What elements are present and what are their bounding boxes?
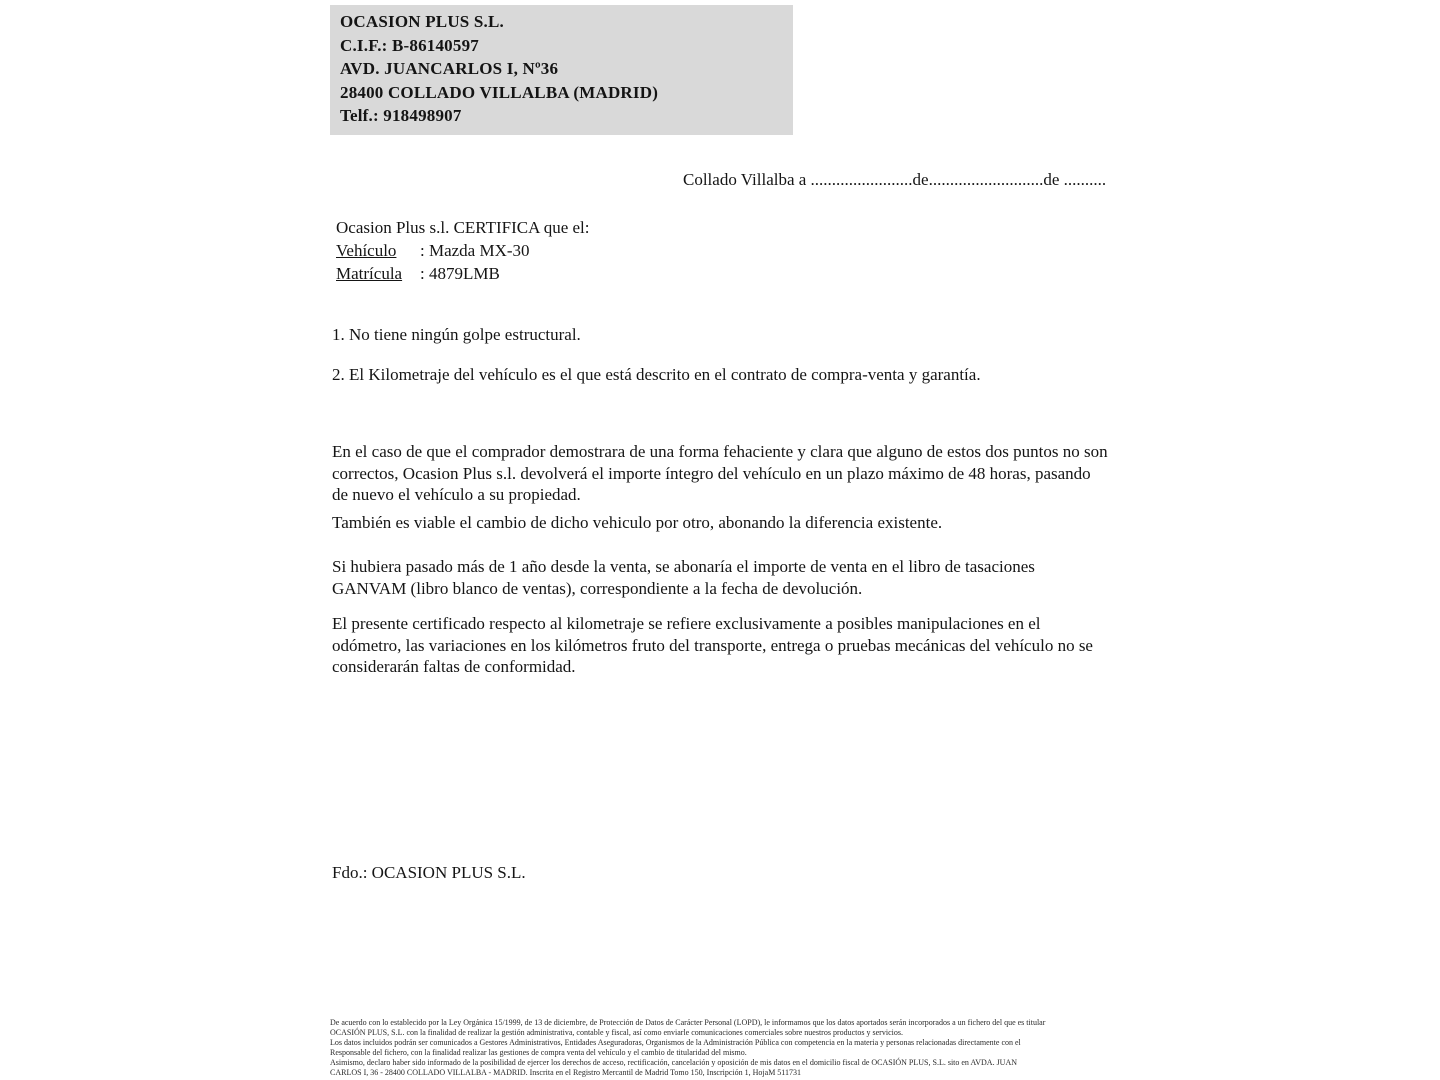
point-1: 1. No tiene ningún golpe estructural. [332, 325, 581, 344]
point-2: 2. El Kilometraje del vehículo es el que está descrito en el contrato de compra-venta y garantía. [332, 365, 981, 384]
company-header-block [330, 5, 793, 135]
company-address: AVD. JUANCARLOS I, Nº36 [340, 59, 559, 78]
legal-line: CARLOS I, 36 - 28400 COLLADO VILLALBA - MADRID. Inscrita en el Registro Mercantil de Madrid Tomo 150, Inscripción 1, HojaM 511731 [330, 1068, 802, 1077]
date-line: Collado Villalba a ........................de...........................de .......... [683, 170, 1107, 189]
legal-fine-print [330, 1018, 1120, 1078]
certification-block [336, 216, 590, 285]
paragraph-exchange: También es viable el cambio de dicho vehiculo por otro, abonando la diferencia existente. [332, 513, 943, 532]
legal-line: Asimismo, declaro haber sido informado de la posibilidad de ejercer los derechos de acceso, rectificación, cancelación y oposición de mis datos en el domicilio fiscal de OCASIÓN PLUS, S.L. sito en AVDA. JUAN [330, 1058, 1018, 1067]
legal-line: Los datos incluidos podrán ser comunicados a Gestores Administrativos, Entidades Aseguradoras, Organismos de la Administración Pública con competencia en la materia y personas relacionadas directamente con el [330, 1038, 1021, 1047]
vehicle-value: : Mazda MX-30 [420, 241, 530, 260]
company-phone: Telf.: 918498907 [340, 106, 462, 125]
company-city: 28400 COLLADO VILLALBA (MADRID) [340, 82, 659, 102]
company-cif: C.I.F.: B-86140597 [340, 35, 479, 55]
legal-line: Responsable del fichero, con la finalidad realizar las gestiones de compra venta del vehículo y el cambio de titularidad del mismo. [330, 1048, 747, 1057]
legal-line: De acuerdo con lo establecido por la Ley Orgánica 15/1999, de 13 de diciembre, de Protección de Datos de Carácter Personal (LOPD), le informamos que los datos aportados serán incorporados a un fichero del que es titular [330, 1018, 1046, 1027]
vehicle-label: Vehículo [336, 241, 397, 260]
paragraph-refund: En el caso de que el comprador demostrara de una forma fehaciente y clara que alguno de estos dos puntos no son correctos, Ocasion Plus s.l. devolverá el importe íntegro del vehículo en un plazo máximo de 48 horas, pasando de nuevo el vehículo a su propiedad. [332, 442, 1108, 504]
paragraph-odometer: El presente certificado respecto al kilometraje se refiere exclusivamente a posibles manipulaciones en el odómetro, las variaciones en los kilómetros fruto del transporte, entrega o pruebas mecánicas del vehículo no se considerarán faltas de conformidad. [332, 614, 1093, 676]
plate-label: Matrícula [336, 264, 403, 283]
legal-line: OCASIÓN PLUS, S.L. con la finalidad de realizar la gestión administrativa, contable y fiscal, así como enviarle comunicaciones comerciales sobre nuestros productos y servicios. [330, 1028, 903, 1037]
paragraph-ganvam: Si hubiera pasado más de 1 año desde la venta, se abonaría el importe de venta en el libro de tasaciones GANVAM (libro blanco de ventas), correspondiente a la fecha de devolución. [332, 557, 1035, 598]
certify-intro: Ocasion Plus s.l. CERTIFICA que el: [336, 218, 590, 237]
vehicle-row [336, 239, 590, 262]
company-name: OCASION PLUS S.L. [340, 12, 504, 31]
plate-row [336, 262, 590, 285]
plate-value: : 4879LMB [420, 264, 500, 283]
signature-line: Fdo.: OCASION PLUS S.L. [332, 863, 526, 882]
